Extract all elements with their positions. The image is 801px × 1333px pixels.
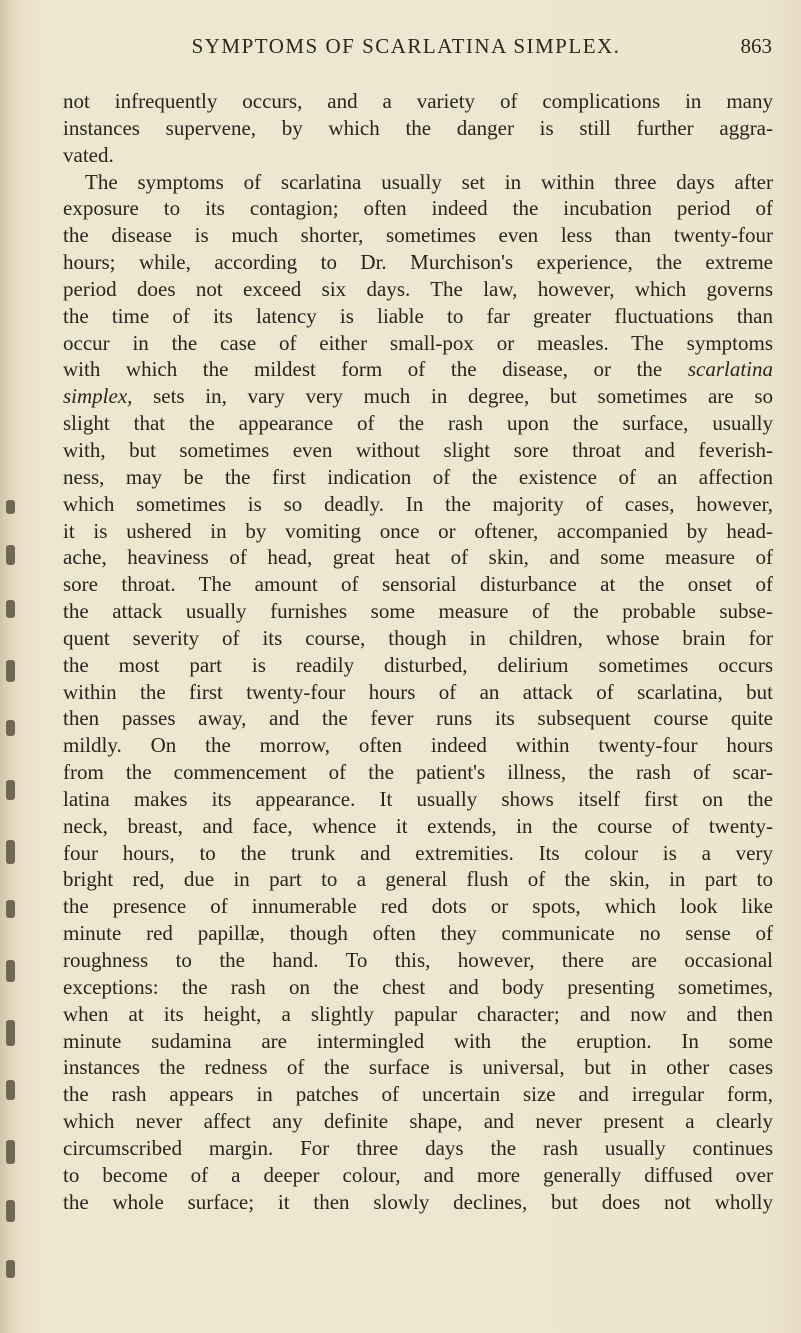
text-line <box>63 1108 773 1135</box>
binding-thread-mark <box>6 720 15 736</box>
line-text: circumscribed margin. For three days the rash usually continues <box>63 1135 773 1160</box>
text-line <box>63 705 773 732</box>
text-line <box>63 437 773 464</box>
binding-thread-mark <box>6 660 15 682</box>
line-text: four hours, to the trunk and extremities. Its colour is a very <box>63 840 773 865</box>
line-text: the attack usually furnishes some measure of the probable subse- <box>63 599 773 624</box>
body-text <box>63 88 773 1215</box>
line-text: slight that the appearance of the rash upon the surface, usually <box>63 411 773 436</box>
text-line <box>63 840 773 867</box>
text-line <box>63 652 773 679</box>
line-text: latina makes its appearance. It usually shows itself first on the <box>63 786 773 811</box>
binding-thread-mark <box>6 1200 15 1222</box>
line-text: it is ushered in by vomiting once or oftener, accompanied by head- <box>63 518 773 543</box>
italic-term: simplex, <box>63 384 133 409</box>
text-line <box>63 464 773 491</box>
text-line <box>63 1028 773 1055</box>
line-text: the most part is readily disturbed, delirium sometimes occurs <box>63 652 773 677</box>
text-line <box>63 866 773 893</box>
line-text: within the first twenty-four hours of an attack of scarlatina, but <box>63 679 773 704</box>
line-text: ness, may be the first indication of the existence of an affection <box>63 464 773 489</box>
text-line <box>63 1162 773 1189</box>
text-line <box>63 1054 773 1081</box>
text-line <box>63 491 773 518</box>
text-line <box>63 1135 773 1162</box>
line-text: period does not exceed six days. The law, however, which governs <box>63 276 773 301</box>
line-text: not infrequently occurs, and a variety of complications in many <box>63 89 773 113</box>
running-head <box>40 28 772 64</box>
line-text: mildly. On the morrow, often indeed within twenty-four hours <box>63 733 773 758</box>
line-text: the disease is much shorter, sometimes even less than twenty-four <box>63 223 773 248</box>
text-line <box>63 974 773 1001</box>
text-line <box>63 1001 773 1028</box>
text-line <box>63 195 773 222</box>
text-line <box>63 625 773 652</box>
text-line <box>63 598 773 625</box>
line-text: hours; while, according to Dr. Murchison's experience, the extreme <box>63 250 773 275</box>
text-line <box>63 679 773 706</box>
text-line <box>63 947 773 974</box>
text-line <box>63 142 773 169</box>
text-line <box>63 330 773 357</box>
line-text: minute red papillæ, though often they communicate no sense of <box>63 921 773 946</box>
binding-thread-mark <box>6 545 15 565</box>
line-text: The symptoms of scarlatina usually set in within three days after <box>85 169 773 194</box>
binding-thread-mark <box>6 600 15 618</box>
text-line <box>63 115 773 142</box>
text-line <box>63 169 773 196</box>
line-text: instances the redness of the surface is universal, but in other cases <box>63 1055 773 1080</box>
text-line <box>63 544 773 571</box>
binding-thread-mark <box>6 500 15 514</box>
line-text: roughness to the hand. To this, however, there are occasional <box>63 948 773 972</box>
line-text: sets in, vary very much in degree, but sometimes are so <box>153 384 773 409</box>
line-text: when at its height, a slightly papular character; and now and then <box>63 1001 773 1026</box>
text-line <box>63 893 773 920</box>
text-line <box>63 813 773 840</box>
line-text: the presence of innumerable red dots or spots, which look like <box>63 894 773 919</box>
italic-term: scarlatina <box>687 357 774 382</box>
binding-thread-mark <box>6 1260 15 1278</box>
text-line <box>63 1189 773 1216</box>
running-head-title: SYMPTOMS OF SCARLATINA SIMPLEX. <box>191 34 621 58</box>
text-line <box>63 410 773 437</box>
line-text: the whole surface; it then slowly declines, but does not wholly <box>63 1189 773 1214</box>
line-text: which sometimes is so deadly. In the majority of cases, however, <box>63 491 773 516</box>
text-line <box>63 759 773 786</box>
line-text: from the commencement of the patient's illness, the rash of scar- <box>63 760 773 785</box>
binding-thread-mark <box>6 1140 15 1164</box>
text-line <box>63 920 773 947</box>
line-text: which never affect any definite shape, and never present a clearly <box>63 1109 773 1134</box>
line-text: exposure to its contagion; often indeed the incubation period of <box>63 196 773 221</box>
line-text: the time of its latency is liable to far greater fluctuations than <box>63 303 773 328</box>
line-text: sore throat. The amount of sensorial disturbance at the onset of <box>63 572 773 597</box>
line-text: exceptions: the rash on the chest and body presenting sometimes, <box>63 974 773 999</box>
line-text: occur in the case of either small-pox or measles. The symptoms <box>63 330 773 355</box>
line-text: the rash appears in patches of uncertain size and irregular form, <box>63 1082 773 1107</box>
text-line <box>63 222 773 249</box>
line-text: with which the mildest form of the disease, or the <box>63 357 663 382</box>
binding-thread-mark <box>6 900 15 918</box>
text-line <box>63 786 773 813</box>
text-line <box>63 356 773 383</box>
text-line <box>63 88 773 115</box>
binding-thread-mark <box>6 1080 15 1100</box>
line-text: quent severity of its course, though in children, whose brain for <box>63 625 773 650</box>
binding-thread-mark <box>6 840 15 864</box>
line-text: to become of a deeper colour, and more generally diffused over <box>63 1162 773 1187</box>
line-text: then passes away, and the fever runs its subsequent course quite <box>63 706 773 731</box>
text-line <box>63 732 773 759</box>
text-line <box>63 383 773 410</box>
text-line <box>63 276 773 303</box>
text-line <box>63 303 773 330</box>
line-text: with, but sometimes even without slight sore throat and feverish- <box>63 437 773 462</box>
text-line <box>63 249 773 276</box>
text-line <box>63 518 773 545</box>
page-number: 863 <box>740 34 772 58</box>
line-text: instances supervene, by which the danger is still further aggra- <box>63 115 773 140</box>
binding-thread-mark <box>6 960 15 982</box>
line-text: neck, breast, and face, whence it extends, in the course of twenty- <box>63 813 773 838</box>
binding-thread-mark <box>6 780 15 800</box>
line-text: ache, heaviness of head, great heat of skin, and some measure of <box>63 545 773 570</box>
text-line <box>63 1081 773 1108</box>
text-line <box>63 571 773 598</box>
binding-thread-mark <box>6 1020 15 1046</box>
line-text: bright red, due in part to a general flush of the skin, in part to <box>63 867 773 892</box>
line-text: minute sudamina are intermingled with the eruption. In some <box>63 1028 773 1053</box>
line-text: vated. <box>63 142 114 167</box>
